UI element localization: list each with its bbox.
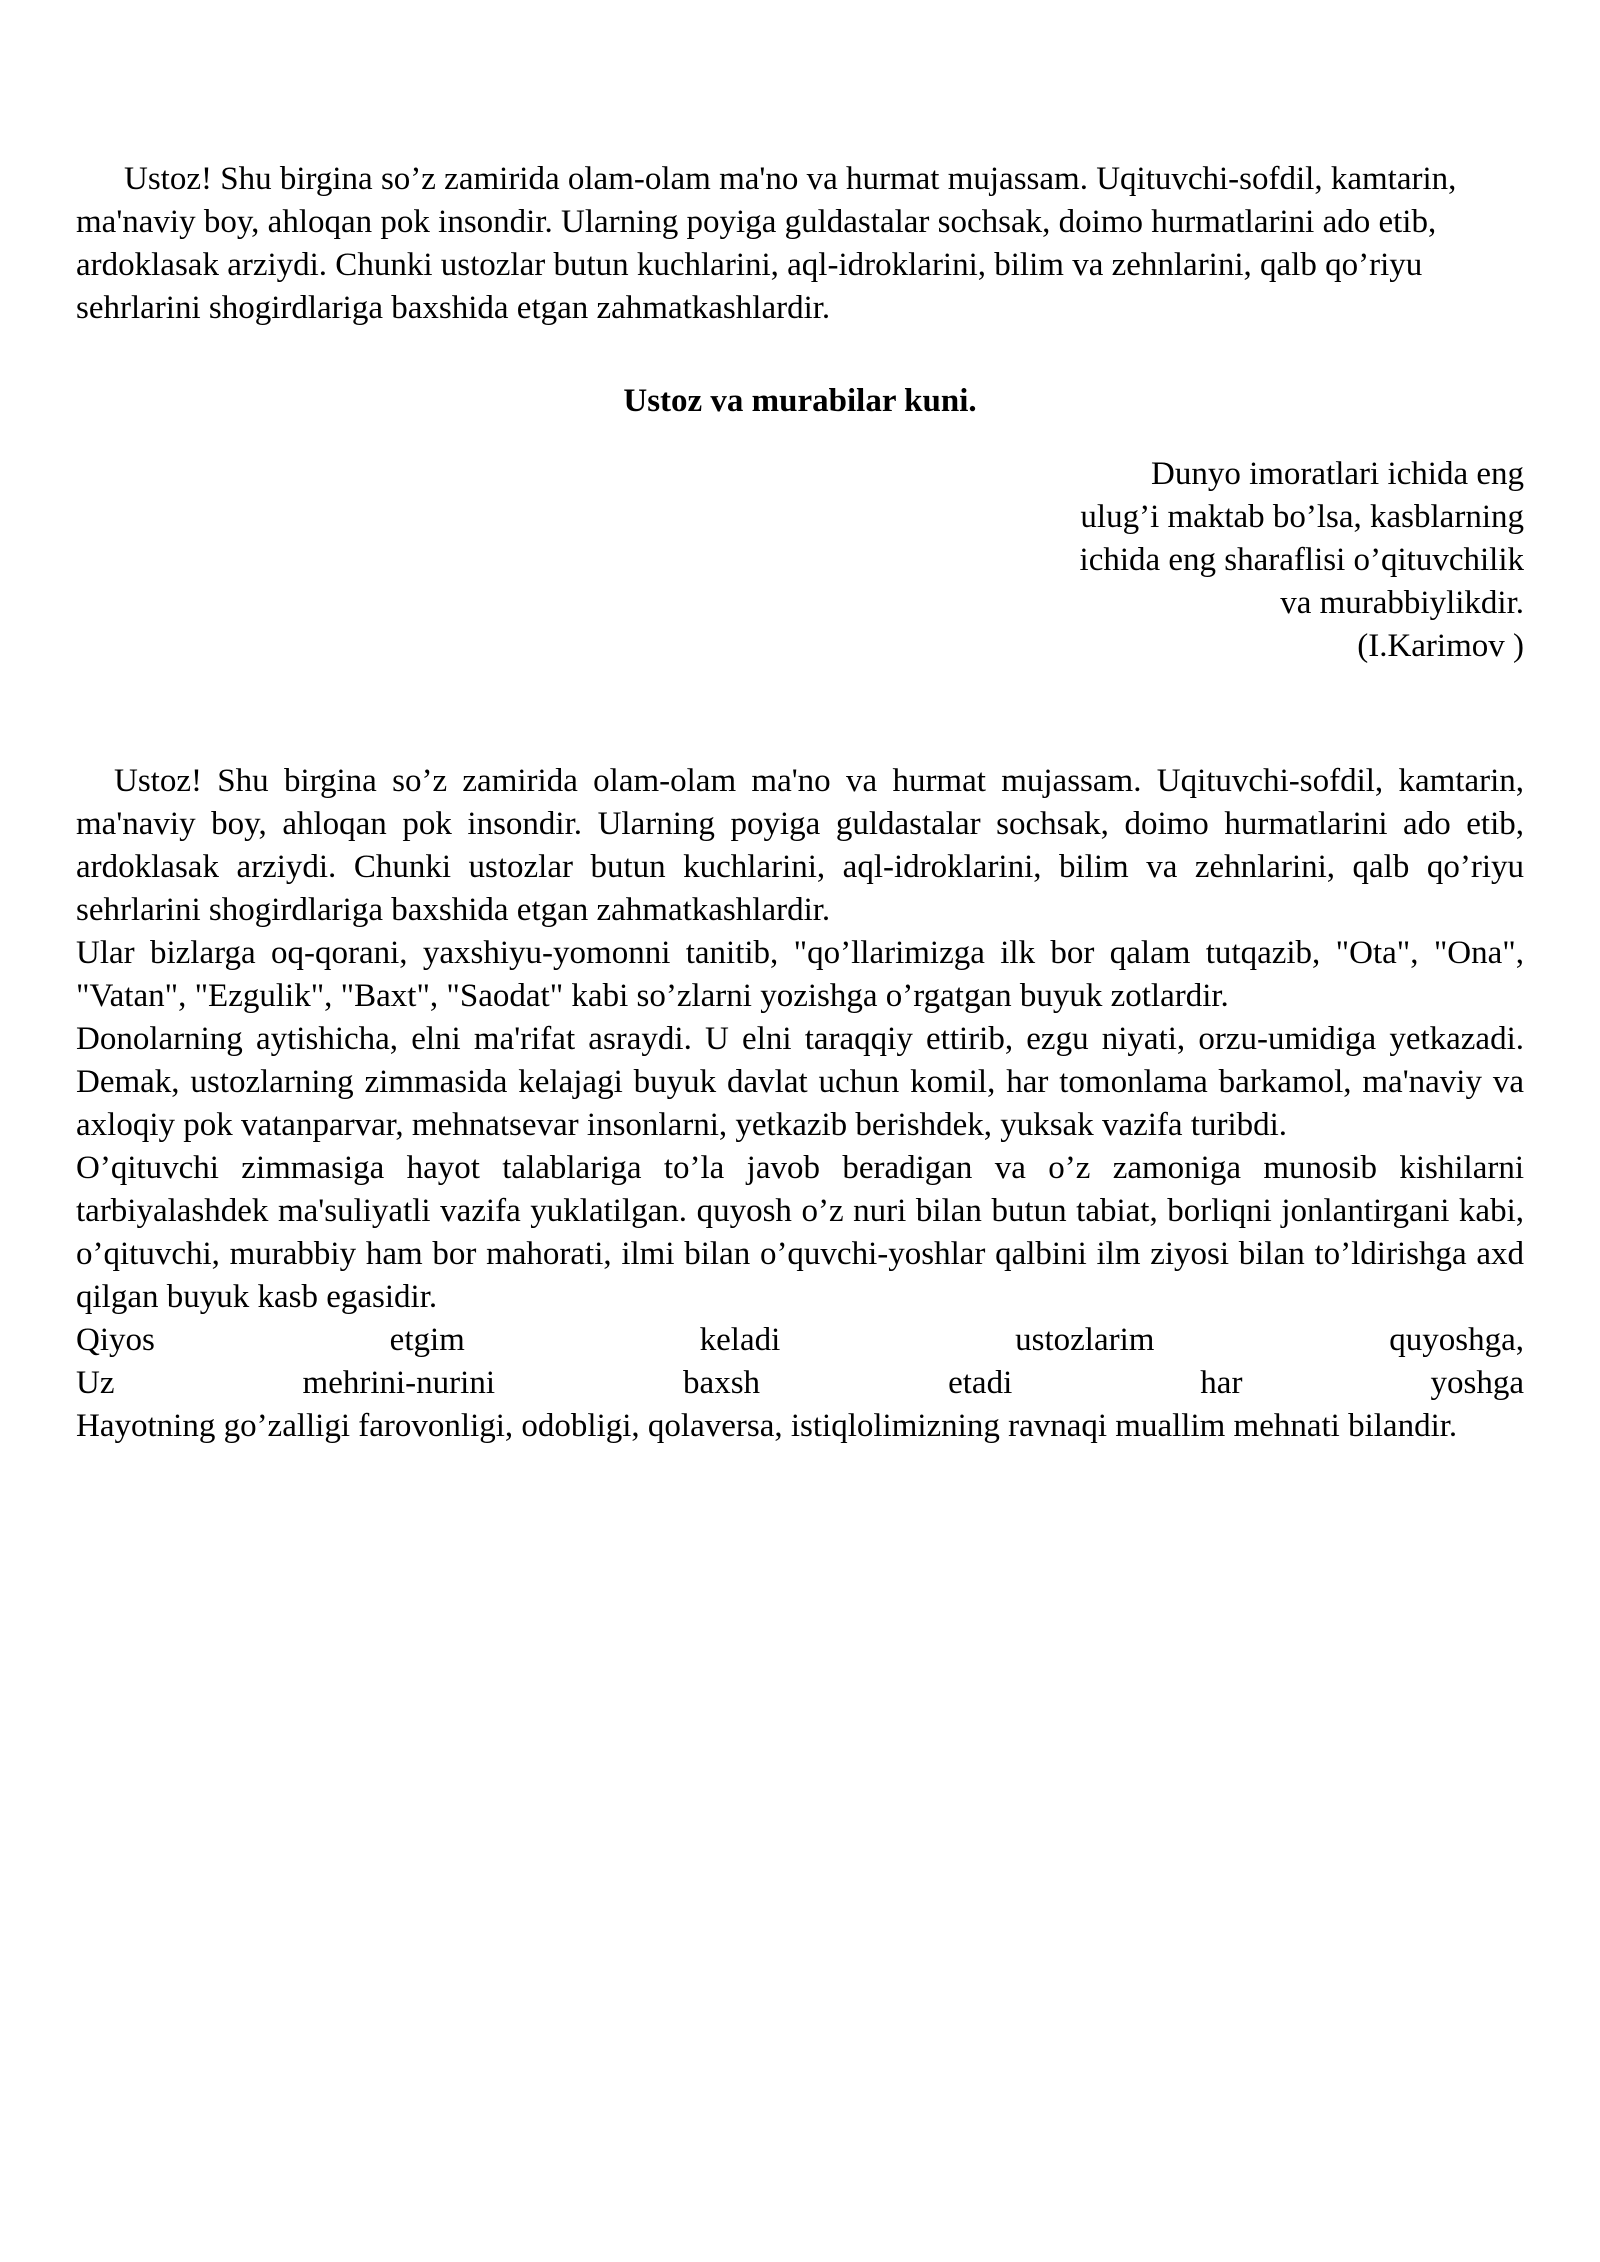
epigraph-attribution: (I.Karimov )	[1357, 628, 1524, 664]
body-text	[76, 760, 1524, 1448]
body-paragraph-5: Hayotning go’zalligi farovonligi, odobligi, qolaversa, istiqlolimizning ravnaqi muallim mehnati bilandir.	[76, 1408, 1458, 1444]
body-paragraph-4: O’qituvchi zimmasiga hayot talablariga to’la javob beradigan va o’z zamoniga munosib kishilarni tarbiyalashdek ma'suliyatli vazifa yuklatilgan. quyosh o’z nuri bilan butun tabiat, borliqni jonlantirgani kabi, o’qituvchi, murabbiy ham bor mahorati, ilmi bilan o’quvchi-yoshlar qalbini ilm ziyosi bilan to’ldirishga axd qilgan buyuk kasb egasidir.	[76, 1150, 1524, 1315]
epigraph-line: ichida eng sharaflisi o’qituvchilik	[1079, 542, 1524, 578]
epigraph-line: ulug’i maktab bo’lsa, kasblarning	[1080, 499, 1524, 535]
document-page	[76, 158, 1524, 1448]
body-paragraph-2: Ular bizlarga oq-qorani, yaxshiyu-yomonni tanitib, "qo’llarimizga ilk bor qalam tutqazib, "Ota", "Ona", "Vatan", "Ezgulik", "Baxt", "Saodat" kabi so’zlarni yozishga o’rgatgan buyuk zotlardir.	[76, 935, 1524, 1014]
body-paragraph-3: Donolarning aytishicha, elni ma'rifat asraydi. U elni taraqqiy ettirib, ezgu niyati, orzu-umidiga yetkazadi. Demak, ustozlarning zimmasida kelajagi buyuk davlat uchun komil, har tomonlama barkamol, ma'naviy va axloqiy pok vatanparvar, mehnatsevar insonlarni, yetkazib berishdek, yuksak vazifa turibdi.	[76, 1021, 1524, 1143]
epigraph	[76, 453, 1524, 668]
intro-paragraph: Ustoz! Shu birgina so’z zamirida olam-olam ma'no va hurmat mujassam. Uqituvchi-sofdil, kamtarin, ma'naviy boy, ahloqan pok insondir. Ularning poyiga guldastalar sochsak, doimo hurmatlarini ado etib, ardoklasak arziydi. Chunki ustozlar butun kuchlarini, aql-idroklarini, bilim va zehnlarini, qalb qo’riyu sehrlarini shogirdlariga baxshida etgan zahmatkashlardir.	[76, 161, 1457, 326]
epigraph-line: Dunyo imoratlari ichida eng	[1151, 456, 1524, 492]
body-paragraph-1: Ustoz! Shu birgina so’z zamirida olam-olam ma'no va hurmat mujassam. Uqituvchi-sofdil, kamtarin, ma'naviy boy, ahloqan pok insondir. Ularning poyiga guldastalar sochsak, doimo hurmatlarini ado etib, ardoklasak arziydi. Chunki ustozlar butun kuchlarini, aql-idroklarini, bilim va zehnlarini, qalb qo’riyu sehrlarini shogirdlariga baxshida etgan zahmatkashlardir.	[76, 763, 1524, 928]
document-title: Ustoz va murabilar kuni.	[623, 383, 977, 419]
epigraph-line: va murabbiylikdir.	[1280, 585, 1524, 621]
poem-line-1: Qiyos etgim keladi ustozlarim quyoshga,	[76, 1322, 1524, 1358]
poem-line-2: Uz mehrini-nurini baxsh etadi har yoshga	[76, 1365, 1524, 1401]
